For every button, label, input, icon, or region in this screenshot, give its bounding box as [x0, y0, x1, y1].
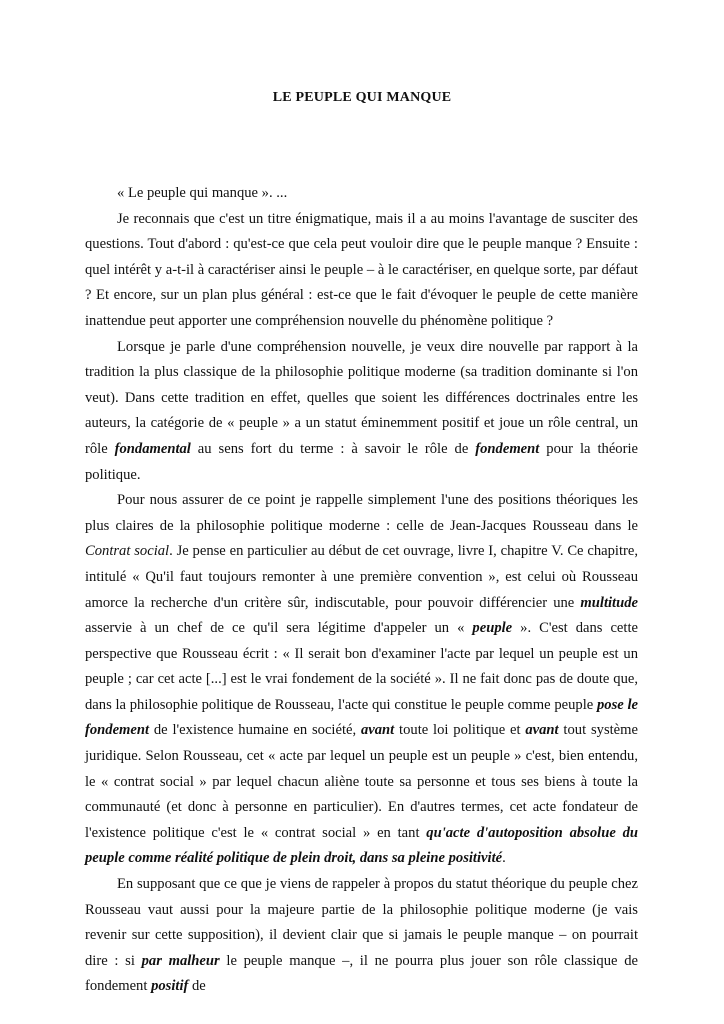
emphasis-text: avant [360, 722, 395, 739]
text-segment: En supposant que ce que je viens de rappeler à propos du statut théorique du peuple chez Rousseau vaut aussi pour la majeure partie de la philosophie politique moderne (je vais revenir sur cette supposition), il devient clair que si jamais le peuple manque – on pourrait dire : si [85, 876, 638, 969]
text-segment: toute loi politique et [394, 722, 526, 739]
emphasis-text: positif [151, 978, 189, 995]
document-body [85, 181, 638, 1000]
text-segment: au sens fort du terme : à savoir le rôle de [190, 440, 476, 457]
emphasis-text: pose le fondement [85, 696, 639, 739]
text-segment: pour la théorie politique. [85, 440, 638, 483]
book-title-text: Contrat social [85, 543, 170, 560]
emphasis-text: avant [525, 722, 559, 739]
text-segment: de l'existence humaine en société, [149, 722, 361, 739]
text-segment: Lorsque je parle d'une compréhension nouvelle, je veux dire nouvelle par rapport à la tradition la plus classique de la philosophie politique moderne (sa tradition dominante si l'on veut). Dans cette tradition en effet, quelles que soient les différences doctrinales entre les auteurs, la catégorie de « peuple » a un statut éminemment positif et joue un rôle central, un rôle [85, 338, 638, 457]
text-segment: . [502, 850, 506, 867]
text-segment: « Le peuple qui manque ». ... [117, 185, 288, 201]
paragraph-3 [85, 335, 638, 489]
emphasis-text: fondamental [114, 440, 191, 457]
text-segment: Je reconnais que c'est un titre énigmatique, mais il a au moins l'avantage de susciter des questions. Tout d'abord : qu'est-ce que cela peut vouloir dire que le peuple manque ? Ensuite : quel intérêt y a-t-il à caractériser ainsi le peuple – à le caractériser, en quelque sorte, par défaut ? Et encore, sur un plan plus général : est-ce que le fait d'évoquer le peuple de cette manière inattendue peut apporter une compréhension nouvelle du phénomène politique ? [85, 210, 638, 329]
emphasis-text: qu'acte d'autoposition absolue du peuple comme réalité politique de plein droit, dans sa pleine positivité [85, 824, 638, 867]
paragraph-5 [85, 872, 638, 1000]
emphasis-text: fondement [475, 440, 540, 457]
text-segment: Pour nous assurer de ce point je rappelle simplement l'une des positions théoriques les plus claires de la philosophie politique moderne : celle de Jean-Jacques Rousseau dans le [85, 492, 638, 534]
paragraph-1 [85, 181, 638, 207]
paragraph-2 [85, 207, 638, 335]
paragraph-4 [85, 488, 638, 872]
text-segment: ». C'est dans cette perspective que Rousseau écrit : « Il serait bon d'examiner l'acte par lequel un peuple est un peuple ; car cet acte [...] est le vrai fondement de la société ». Il ne fait donc pas de doute que, dans la philosophie politique de Rousseau, l'acte qui constitue le peuple comme peuple [85, 620, 638, 713]
text-segment: le peuple manque –, il ne pourra plus jouer son rôle classique de fondement [85, 952, 638, 995]
emphasis-text: multitude [580, 594, 638, 611]
text-segment: . Je pense en particulier au début de cet ouvrage, livre I, chapitre V. Ce chapitre, intitulé « Qu'il faut toujours remonter à une première convention », est celui où Rousseau amorce la recherche d'un critère sûr, indiscutable, pour pouvoir différencier une [85, 543, 639, 611]
emphasis-text: par malheur [141, 952, 220, 969]
text-segment: tout système juridique. Selon Rousseau, cet « acte par lequel un peuple est un peuple » c'est, bien entendu, le « contrat social » par lequel chacun aliène toute sa personne et tous ses biens à toute la communauté (et donc à personne en particulier). En d'autres termes, cet acte fondateur de l'existence politique c'est le « contrat social » en tant [85, 722, 638, 841]
document-title: LE PEUPLE QUI MANQUE [272, 90, 452, 105]
emphasis-text: peuple [472, 620, 513, 637]
text-segment: de [188, 978, 206, 995]
text-segment: asservie à un chef de ce qu'il sera légitime d'appeler un « [85, 620, 473, 637]
